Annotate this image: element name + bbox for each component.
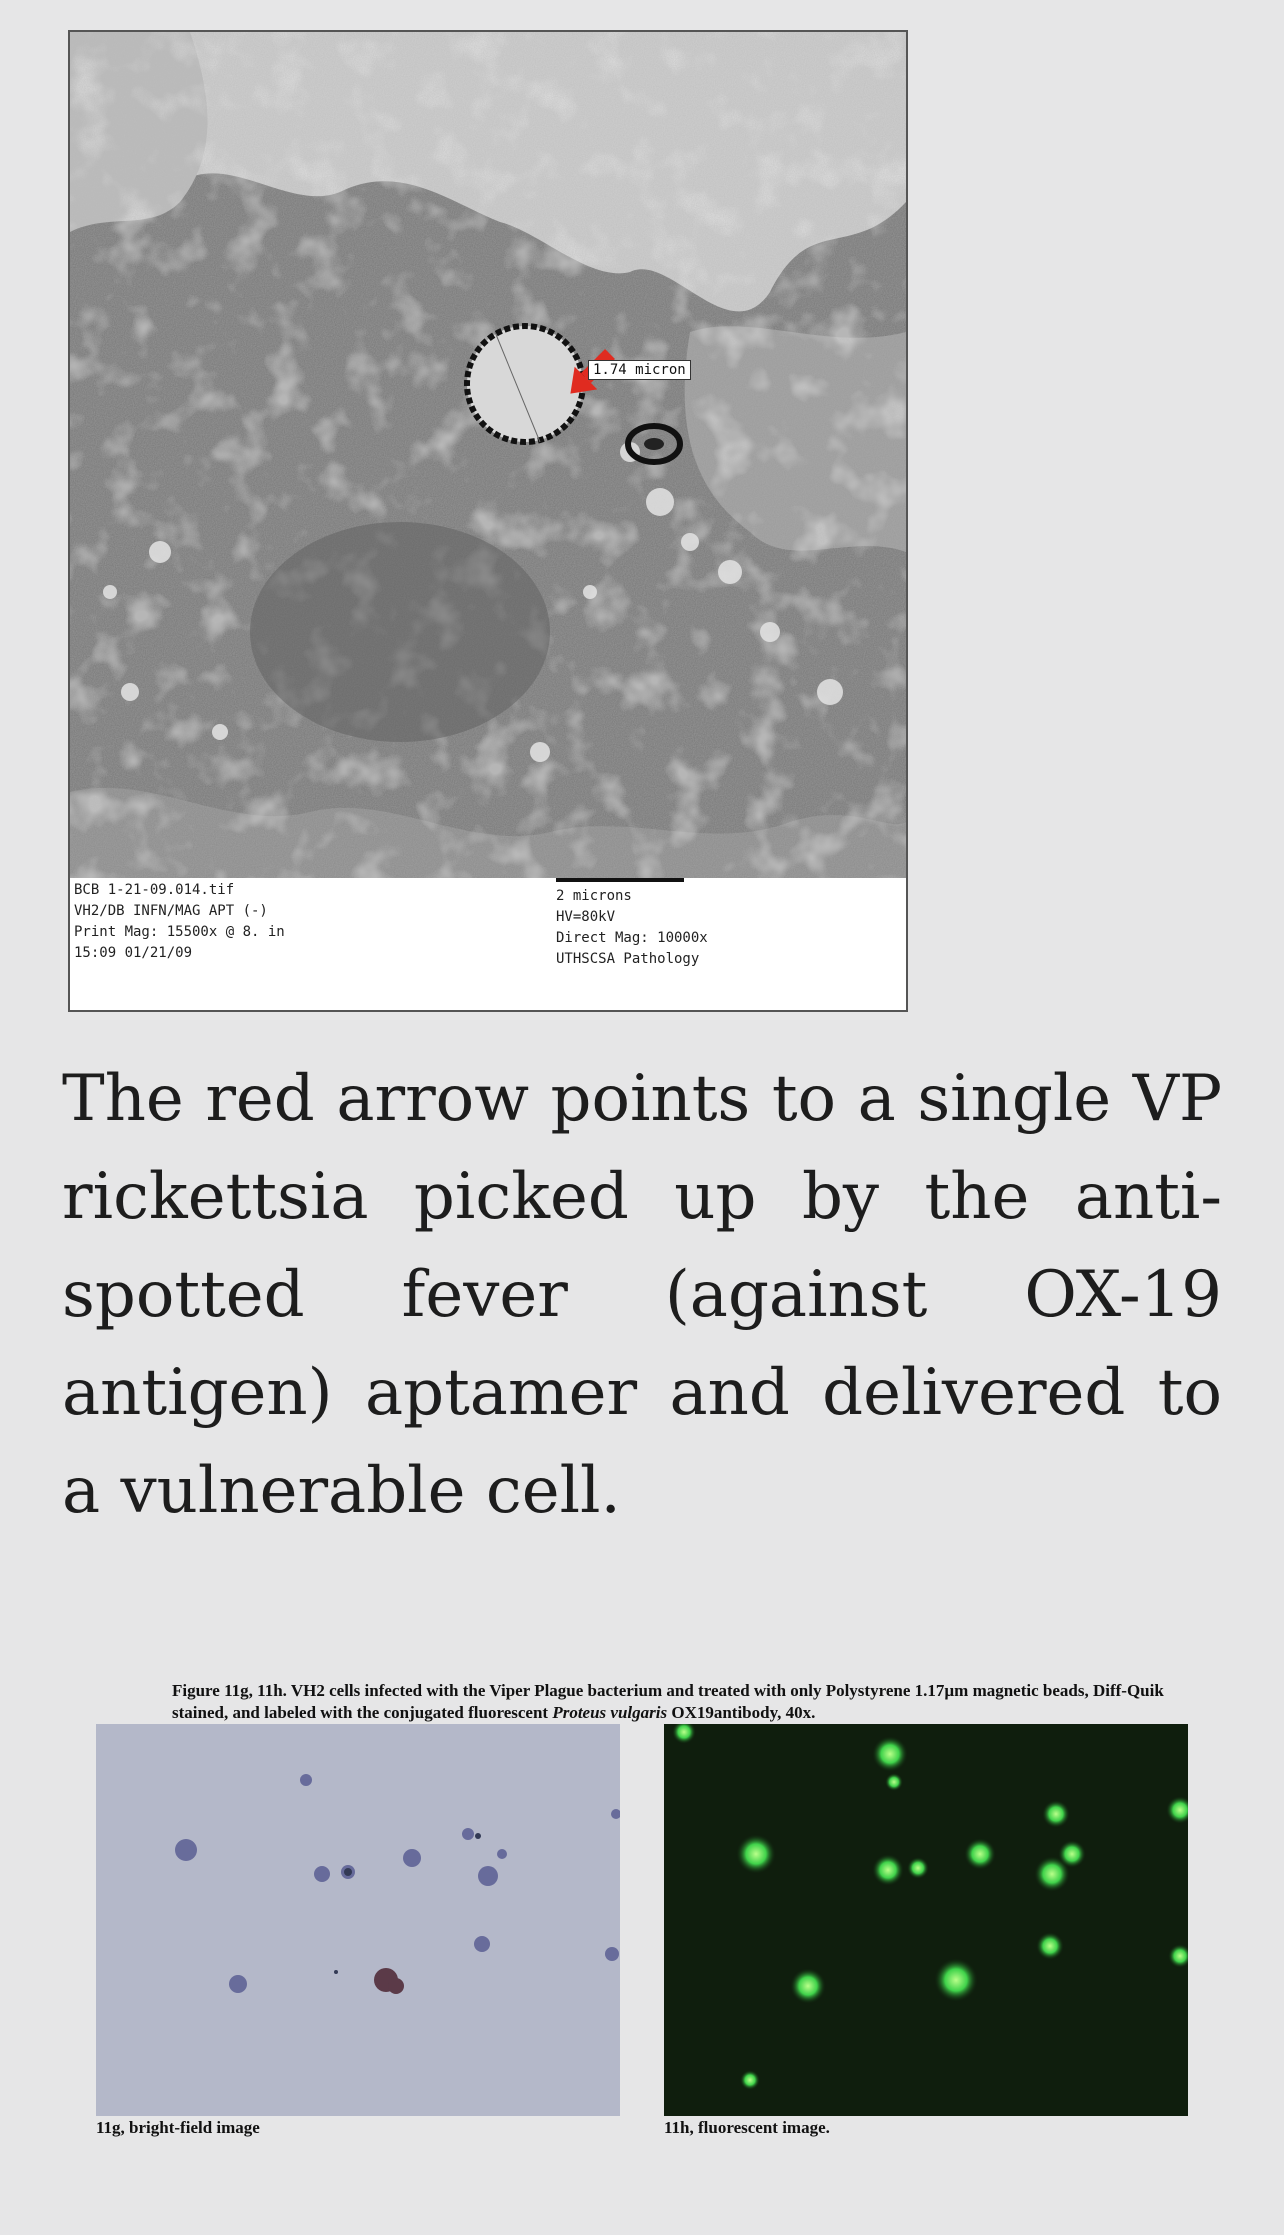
metadata-left bbox=[74, 880, 285, 964]
em-micrograph-figure bbox=[68, 30, 908, 1012]
bright-field-image bbox=[96, 1724, 620, 2116]
metadata-filename: BCB 1-21-09.014.tif bbox=[74, 882, 235, 898]
fluorescent-image bbox=[664, 1724, 1188, 2116]
figure-11-caption-species: Proteus vulgaris bbox=[552, 1703, 668, 1722]
metadata-lab: UTHSCSA Pathology bbox=[556, 951, 700, 967]
metadata-print-mag: Print Mag: 15500x @ 8. in bbox=[74, 924, 285, 940]
measurement-label: 1.74 micron bbox=[588, 360, 691, 380]
figure-caption-paragraph: The red arrow points to a single VP rickettsia picked up by the anti-spotted fever (against OX-19 antigen) aptamer and delivered to a vulnerable cell. bbox=[62, 1062, 1222, 1528]
micrograph-metadata bbox=[70, 878, 906, 1010]
figure-11-caption bbox=[172, 1680, 1192, 1724]
scale-bar-label: 2 microns bbox=[556, 888, 632, 904]
fluorescent-label: 11h, fluorescent image. bbox=[664, 2118, 830, 2137]
figure-11-caption-text: Figure 11g, 11h. VH2 cells infected with the Viper Plague bacterium and treated with only Polystyrene 1.17µm magnetic beads, Diff-Quik stained, and labeled with the conjugated fluorescent bbox=[172, 1681, 1164, 1722]
metadata-direct-mag: Direct Mag: 10000x bbox=[556, 930, 708, 946]
metadata-voltage: HV=80kV bbox=[556, 909, 616, 925]
metadata-right bbox=[556, 880, 708, 970]
metadata-timestamp: 15:09 01/21/09 bbox=[74, 945, 193, 961]
electron-micrograph-image bbox=[70, 32, 906, 878]
metadata-sample: VH2/DB INFN/MAG APT (-) bbox=[74, 903, 268, 919]
bright-field-label: 11g, bright-field image bbox=[96, 2118, 260, 2137]
figure-11 bbox=[96, 1680, 1188, 2140]
figure-11-caption-end: OX19antibody, 40x. bbox=[667, 1703, 816, 1722]
